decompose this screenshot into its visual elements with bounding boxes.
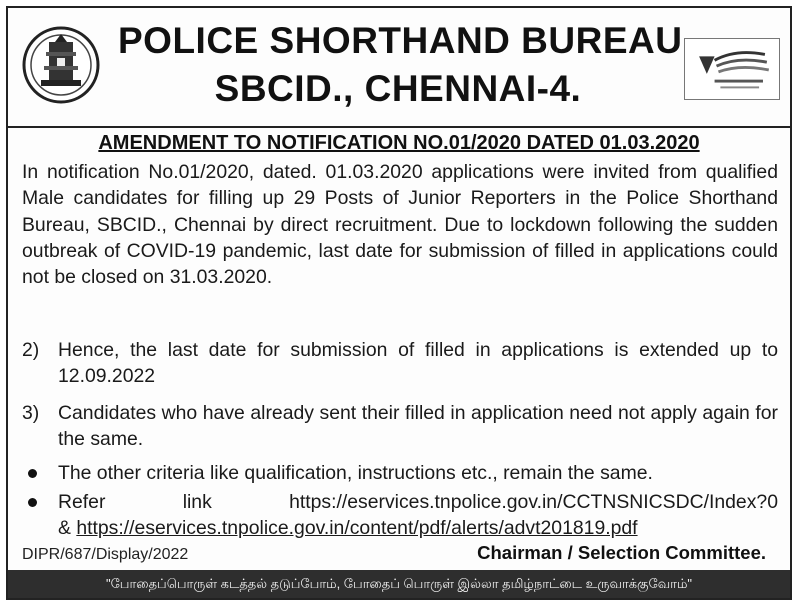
organization-name-line2: SBCID., CHENNAI-4.: [214, 68, 582, 109]
notice-title: AMENDMENT TO NOTIFICATION NO.01/2020 DATED 01.03.2020: [98, 132, 700, 154]
organization-name-line1: POLICE SHORTHAND BUREAU,: [118, 20, 694, 61]
refer-word: Refer: [58, 491, 106, 513]
bullet-item-links: [58, 489, 778, 542]
paragraph-2: Hence, the last date for submission of filled in applications is extended up to 12.09.2022: [58, 339, 778, 388]
footer-banner: "போதைப்பொருள் கடத்தல் தடுப்போம், போதைப் பொருள் இல்லா தமிழ்நாட்டை உருவாக்குவோம்": [8, 570, 790, 598]
notice-header: [8, 8, 790, 128]
bullet-dot-1: [28, 469, 37, 478]
bullet-dot-2: [28, 498, 37, 507]
paragraph-3: Candidates who have already sent their filled in application need not apply again for the same.: [58, 402, 778, 451]
paragraph-3-number: 3): [22, 402, 40, 424]
link-connector: &: [58, 517, 71, 540]
link-row-1: [58, 489, 778, 515]
bullet-item-criteria: The other criteria like qualification, instructions etc., remain the same.: [58, 462, 653, 484]
paragraph-2-number: 2): [22, 339, 40, 361]
tamil-nadu-state-emblem-icon: [22, 22, 100, 108]
dipr-code: DIPR/687/Display/2022: [22, 546, 189, 563]
link-url-1[interactable]: https://eservices.tnpolice.gov.in/CCTNSNICSDC/Index?0: [289, 491, 778, 513]
link-url-2[interactable]: https://eservices.tnpolice.gov.in/content/pdf/alerts/advt201819.pdf: [76, 517, 638, 540]
tn-police-logo-icon: [684, 38, 780, 100]
notice-panel: [6, 6, 792, 600]
link-word: link: [182, 491, 212, 513]
paragraph-1: In notification No.01/2020, dated. 01.03.2020 applications were invited from qualified Male candidates for filling up 29 Posts of Junior Reporters in the Police Shorthand Bureau, SBCID., Chennai by direct recruitment. Due to lockdown following the sudden outbreak of COVID-19 pandemic, last date for submission of filled in applications could not be closed on 31.03.2020.: [22, 161, 778, 289]
link-row-2: [58, 515, 778, 541]
signatory: Chairman / Selection Committee.: [477, 542, 766, 563]
